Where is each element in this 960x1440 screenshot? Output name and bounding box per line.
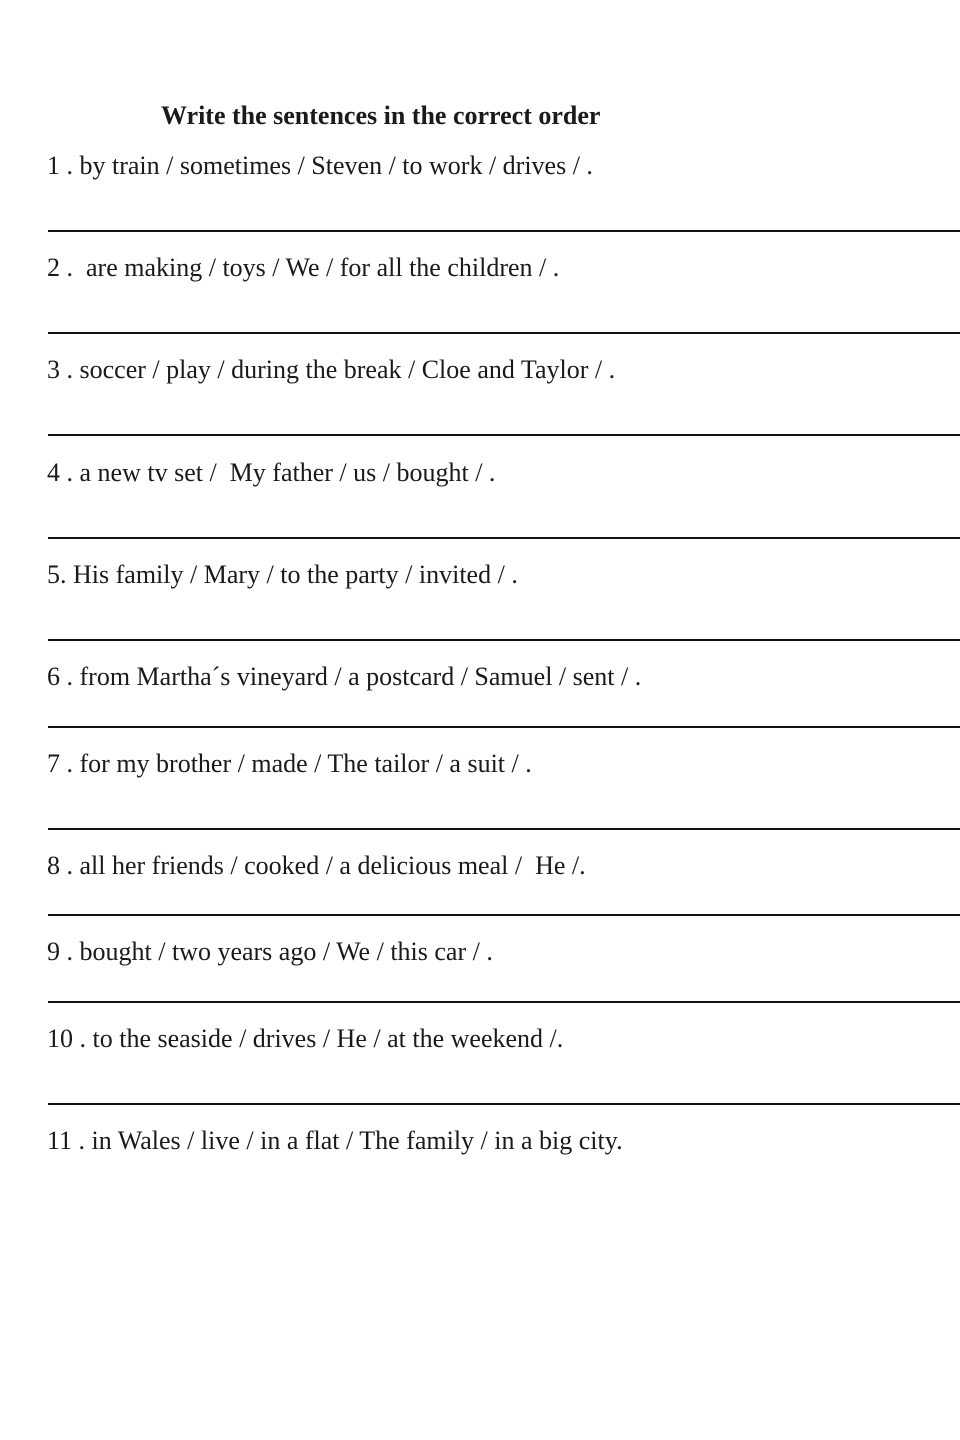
- answer-line-10[interactable]: [48, 1103, 960, 1105]
- sentence-3: 3 . soccer / play / during the break / Cloe and Taylor / .: [47, 355, 616, 384]
- answer-line-7[interactable]: [48, 828, 960, 830]
- answer-line-2[interactable]: [48, 332, 960, 334]
- sentence-6: 6 . from Martha´s vineyard / a postcard / Samuel / sent / .: [47, 662, 642, 691]
- sentence-1: 1 . by train / sometimes / Steven / to work / drives / .: [47, 151, 593, 180]
- sentence-4: 4 . a new tv set / My father / us / bought / .: [47, 458, 496, 487]
- sentence-8: 8 . all her friends / cooked / a delicious meal / He /.: [47, 851, 586, 880]
- sentence-2: 2 . are making / toys / We / for all the children / .: [47, 253, 560, 282]
- sentence-5: 5. His family / Mary / to the party / invited / .: [47, 560, 518, 589]
- answer-line-9[interactable]: [48, 1001, 960, 1003]
- worksheet-title: Write the sentences in the correct order: [161, 101, 601, 130]
- answer-line-1[interactable]: [48, 230, 960, 232]
- answer-line-6[interactable]: [48, 726, 960, 728]
- answer-line-8[interactable]: [48, 914, 960, 916]
- sentence-11: 11 . in Wales / live / in a flat / The family / in a big city.: [47, 1126, 623, 1155]
- sentence-9: 9 . bought / two years ago / We / this car / .: [47, 937, 493, 966]
- sentence-10: 10 . to the seaside / drives / He / at the weekend /.: [47, 1024, 564, 1053]
- sentence-7: 7 . for my brother / made / The tailor / a suit / .: [47, 749, 532, 778]
- answer-line-5[interactable]: [48, 639, 960, 641]
- answer-line-3[interactable]: [48, 434, 960, 436]
- answer-line-4[interactable]: [48, 537, 960, 539]
